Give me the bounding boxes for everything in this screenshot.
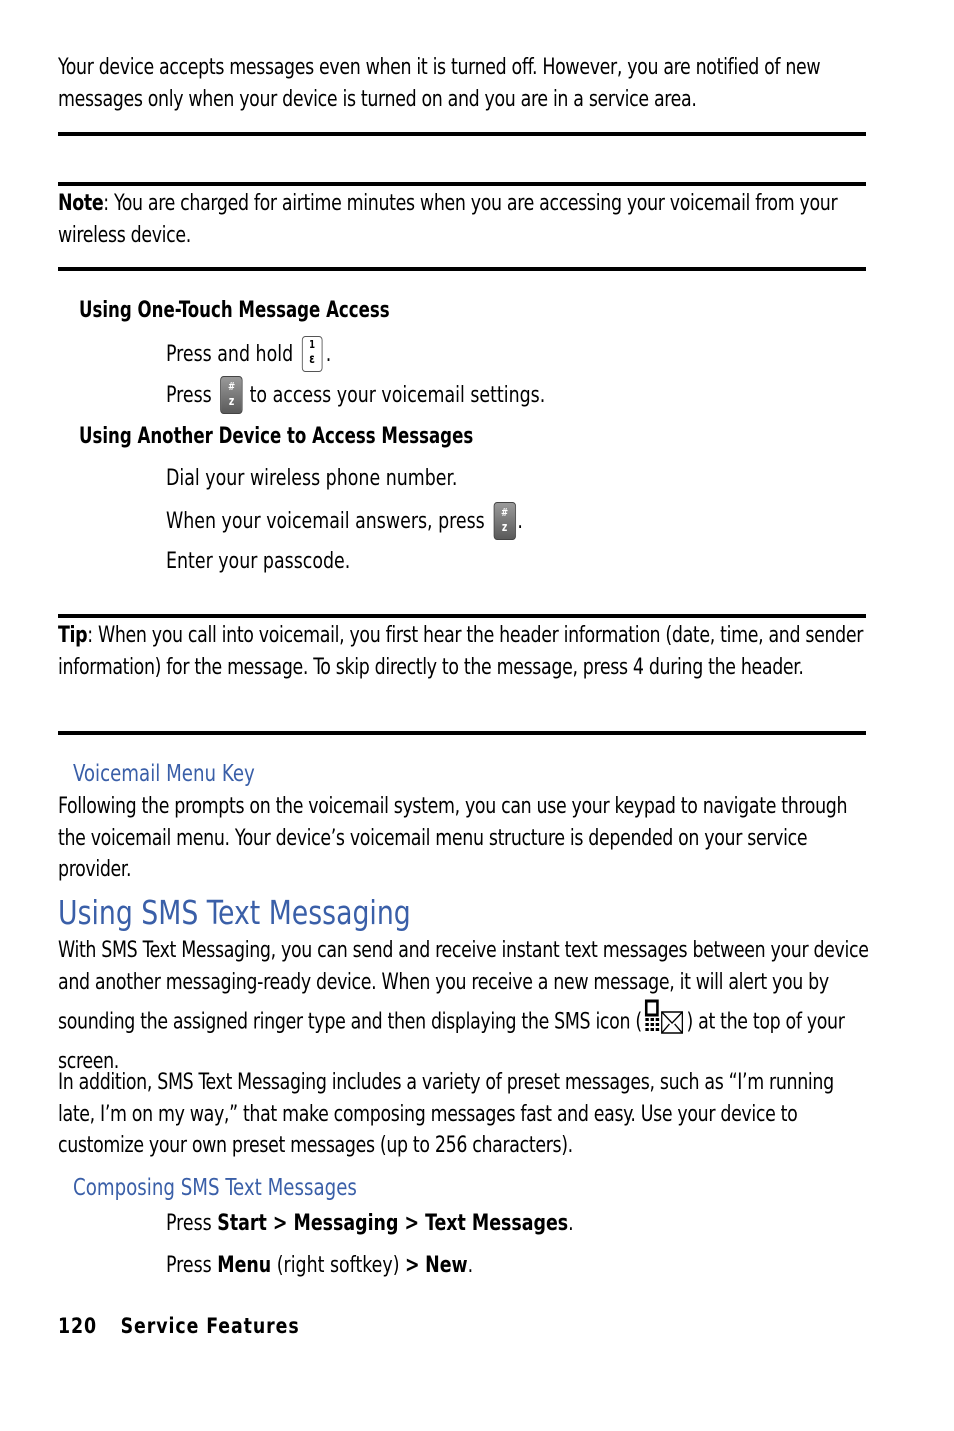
- divider: [58, 731, 866, 735]
- menu-path-messaging: Messaging: [293, 1210, 399, 1236]
- menu-path-separator: >: [405, 1252, 420, 1278]
- divider: [58, 132, 866, 136]
- key-1-bottom-glyph: ε: [309, 352, 315, 367]
- menu-path-new: New: [425, 1252, 468, 1278]
- another-device-step-3: [166, 546, 350, 576]
- sms-text: With SMS Text Messaging, you can send and receive instant text messages between your device and another messaging-ready device. When you receive a new message, it will alert you by sounding the assigned ringer type and then displaying the SMS icon (: [58, 937, 869, 1035]
- tip-label: Tip: [58, 622, 88, 648]
- one-touch-step-1: [166, 337, 331, 371]
- key-hash-icon: [220, 376, 242, 414]
- key-1-top-glyph: 1: [309, 338, 316, 351]
- divider: [58, 614, 866, 618]
- step-text: .: [568, 1210, 574, 1236]
- intro-paragraph: Your device accepts messages even when it is turned off. However, you are notified of new messages only when your device is turned on and you are in a service area.: [58, 54, 821, 112]
- step-text: Enter your passcode.: [166, 548, 351, 574]
- step-text: Press: [166, 382, 212, 408]
- sms-message-icon: [644, 998, 685, 1046]
- note-paragraph: [58, 188, 871, 251]
- another-device-step-2: [166, 504, 523, 538]
- tip-text: : When you call into voicemail, you first hear the header information (date, time, and sender information) for the message. To skip directly to the message, press 4 during the header.: [58, 622, 864, 680]
- one-touch-step-2: [166, 378, 545, 412]
- composing-heading: Composing SMS Text Messages: [73, 1175, 357, 1201]
- key-hash-bottom-glyph: z: [228, 394, 235, 408]
- step-text: When your voicemail answers, press: [166, 508, 485, 534]
- another-device-step-1: [166, 463, 457, 493]
- step-text: Dial your wireless phone number.: [166, 465, 458, 491]
- key-1-icon: [302, 336, 323, 372]
- step-text: .: [325, 341, 332, 367]
- step-text: .: [467, 1252, 474, 1278]
- step-text: to access your voicemail settings.: [249, 382, 546, 408]
- note-label: Note: [58, 190, 104, 216]
- tip-paragraph: [58, 620, 871, 683]
- step-text: (right softkey): [271, 1252, 406, 1278]
- another-device-heading: Using Another Device to Access Messages: [79, 423, 474, 449]
- sms-paragraph-1: [58, 935, 871, 1077]
- menu-path-text-messages: Text Messages: [425, 1210, 569, 1236]
- step-text: Press and hold: [166, 341, 294, 367]
- menu-path-separator: >: [266, 1210, 294, 1236]
- page-number: 120: [58, 1314, 98, 1338]
- composing-step-1: [166, 1208, 574, 1238]
- key-hash-top-glyph: #: [500, 506, 509, 519]
- sms-paragraph-2: In addition, SMS Text Messaging includes a variety of preset messages, such as “I’m running late, I’m on my way,” that make composing messages fast and easy. Use your device to customize your own preset messages (up to 256 characters).: [58, 1069, 834, 1158]
- key-hash-top-glyph: #: [227, 380, 236, 393]
- one-touch-heading: Using One-Touch Message Access: [79, 297, 390, 323]
- key-hash-icon: [493, 502, 515, 540]
- divider: [58, 182, 866, 186]
- menu-path-menu: Menu: [217, 1252, 272, 1278]
- step-text: Press: [166, 1210, 218, 1236]
- menu-path-separator: >: [398, 1210, 426, 1236]
- sms-text: ) at the top of your screen.: [58, 1008, 845, 1074]
- menu-path-start: Start: [217, 1210, 267, 1236]
- voicemail-menu-paragraph: Following the prompts on the voicemail system, you can use your keypad to navigate through the voicemail menu. Your device’s voicemail menu structure is depended on your service provider.: [58, 793, 848, 882]
- key-hash-bottom-glyph: z: [501, 520, 508, 534]
- footer-section-title: Service Features: [120, 1314, 300, 1338]
- step-text: Press: [166, 1252, 218, 1278]
- note-text: : You are charged for airtime minutes when you are accessing your voicemail from your wireless device.: [58, 190, 838, 248]
- page-footer: [58, 1314, 300, 1338]
- composing-step-2: [166, 1250, 473, 1280]
- sms-section-title: Using SMS Text Messaging: [58, 893, 411, 932]
- divider: [58, 267, 866, 271]
- step-text: .: [517, 508, 523, 534]
- voicemail-menu-key-heading: Voicemail Menu Key: [73, 761, 255, 787]
